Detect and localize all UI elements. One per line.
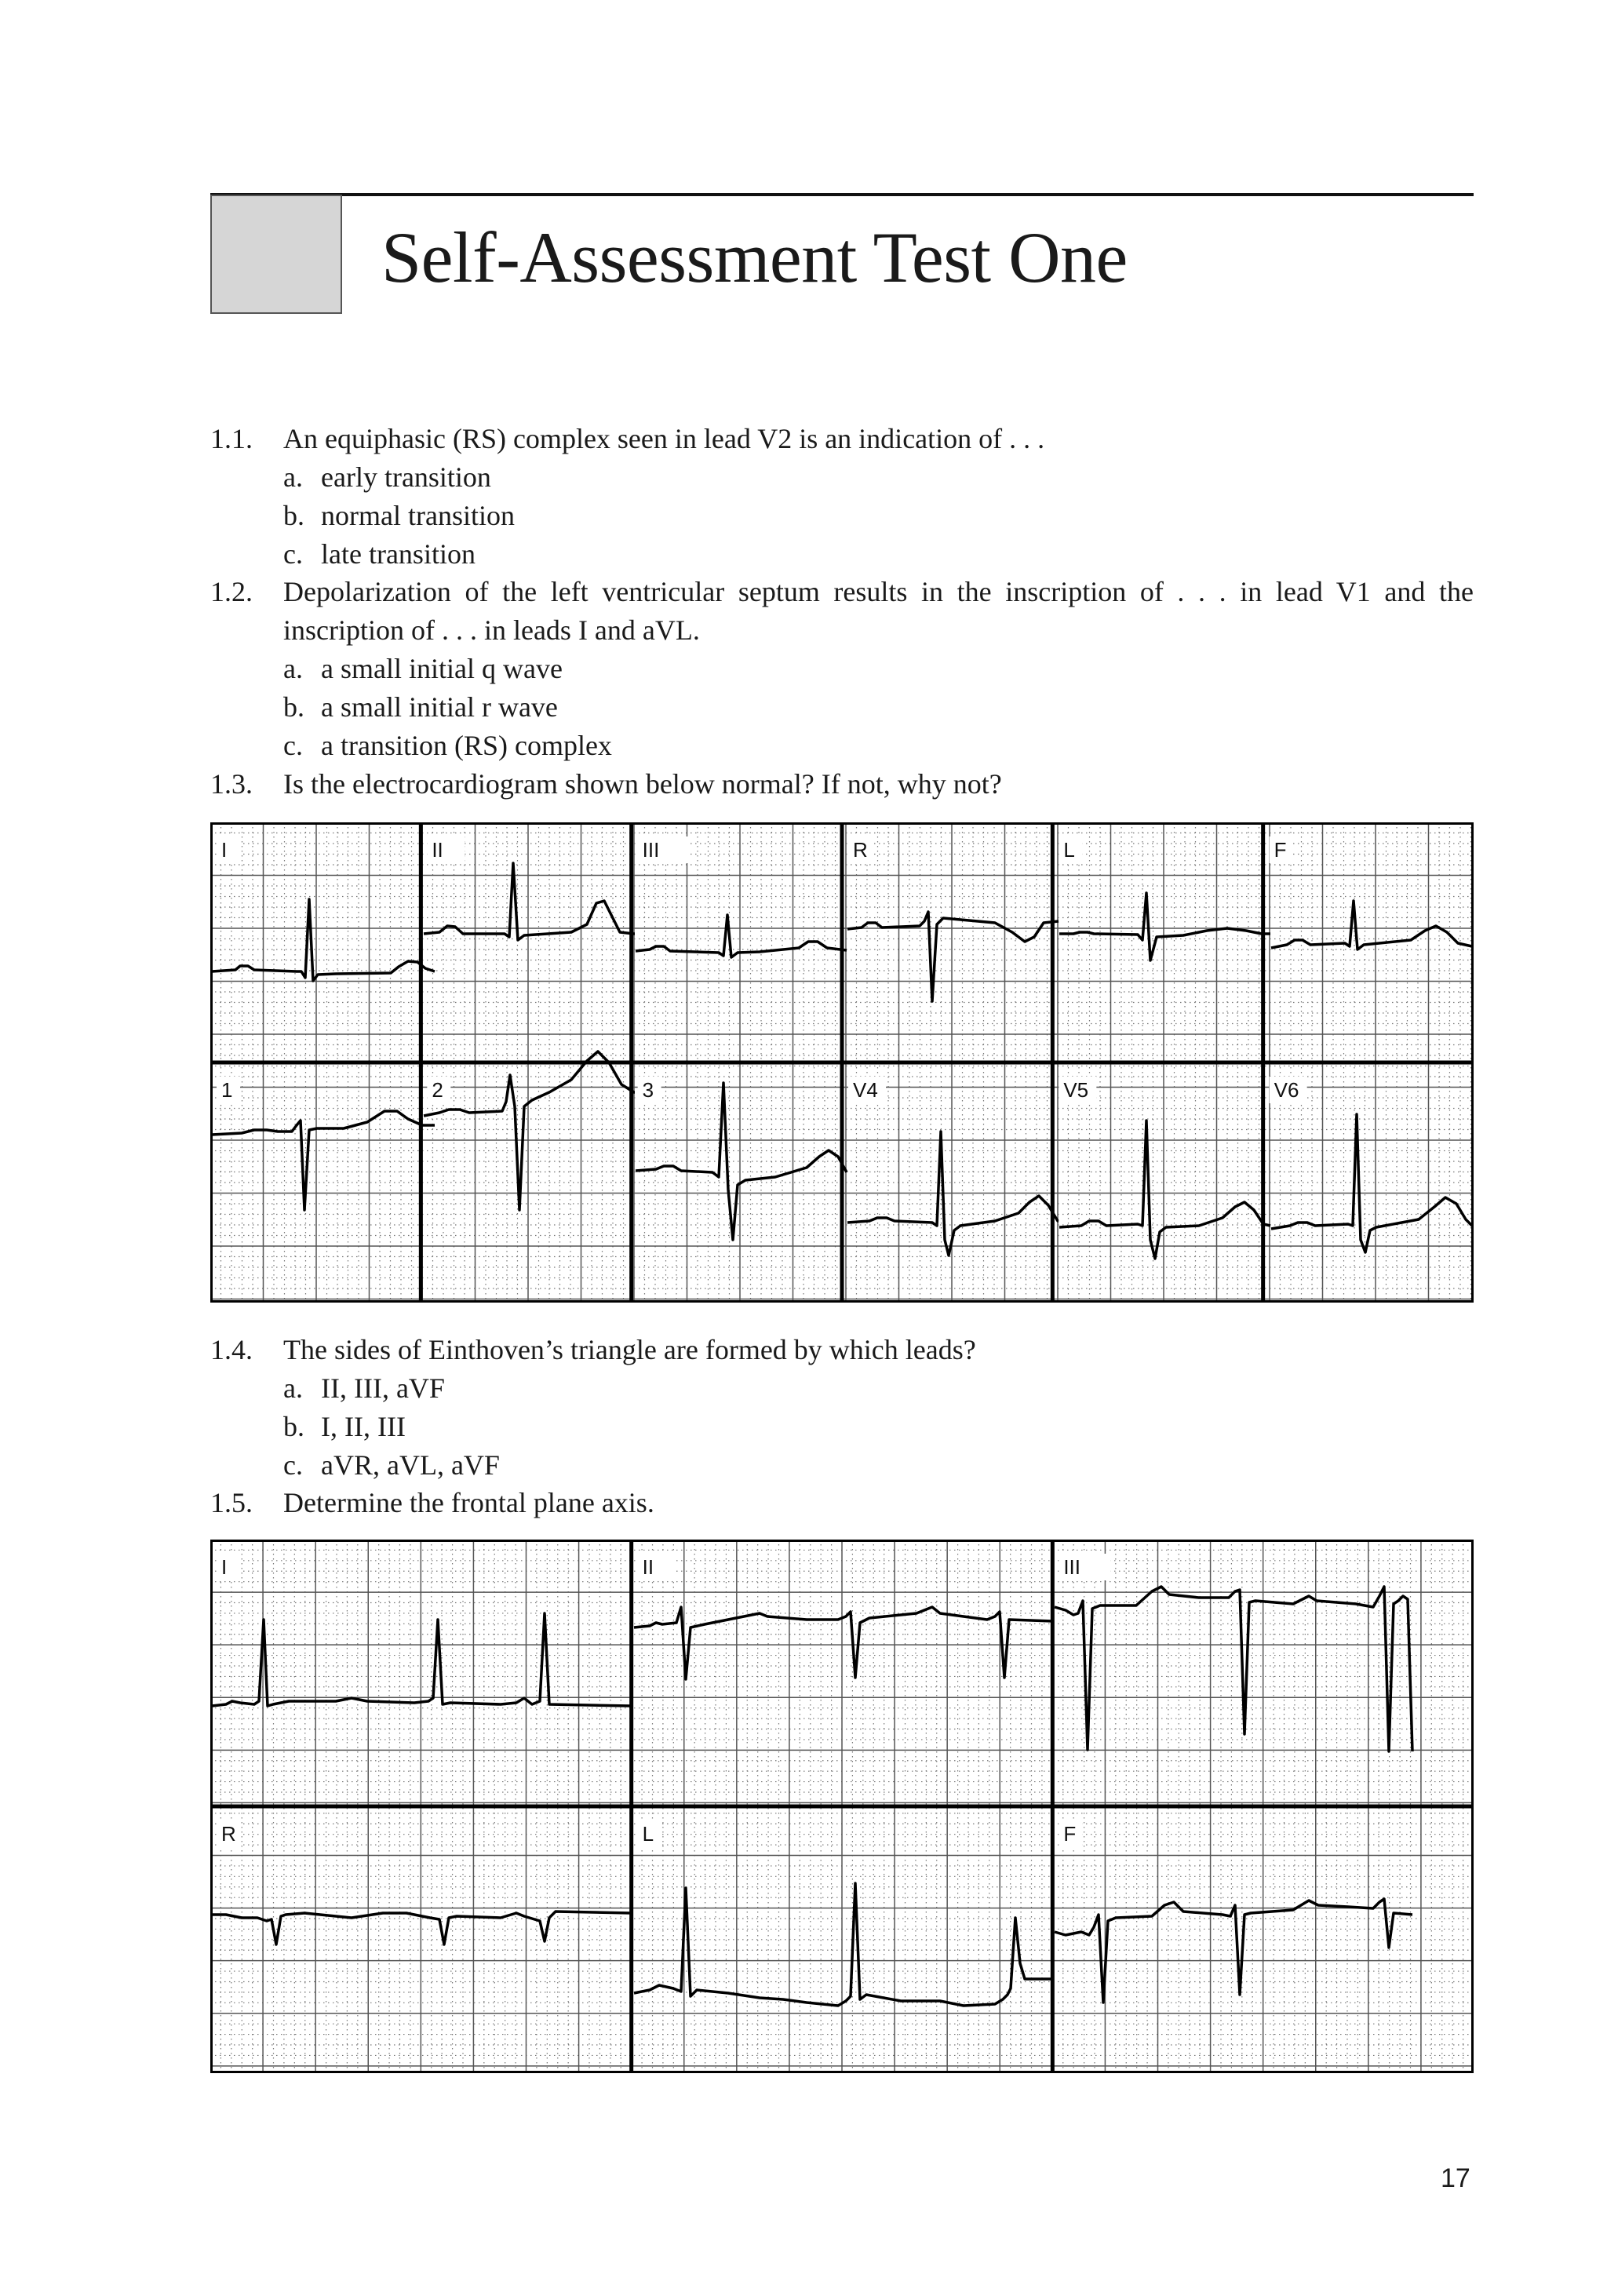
question-text-line-2: inscription of . . . in leads I and aVL. [283, 614, 700, 646]
option-letter: c. [283, 1449, 303, 1481]
option-letter: b. [283, 500, 304, 531]
option-text: a transition (RS) complex [321, 730, 612, 761]
lead-label: II [642, 1555, 654, 1579]
lead-label: 2 [432, 1078, 443, 1102]
trace-lead-II [634, 1607, 1053, 1679]
question-text-line-1: Depolarization of the left ventricular septum results in the inscription of . . . in lead V1 and the [283, 576, 1474, 607]
trace-lead-aVL [634, 1883, 1053, 2006]
lead-label: I [221, 838, 228, 862]
ecg-twelve-lead-tracing [210, 822, 1474, 1303]
lead-label: R [853, 838, 868, 862]
option-text: normal transition [321, 500, 515, 531]
option-letter: b. [283, 691, 304, 723]
option-text: a small initial r wave [321, 691, 558, 723]
chapter-marker-box [210, 195, 342, 314]
option-letter: c. [283, 538, 303, 570]
option-text: I, II, III [321, 1411, 406, 1442]
trace-lead-V6 [1271, 1114, 1472, 1252]
option-letter: a. [283, 653, 303, 684]
option-letter: b. [283, 1411, 304, 1442]
lead-label: V5 [1063, 1078, 1089, 1102]
trace-lead-V2 [424, 1051, 635, 1210]
question-text: An equiphasic (RS) complex seen in lead V2 is an indication of . . . [283, 423, 1045, 454]
ecg-grid [210, 822, 1474, 1303]
question-number: 1.2. [210, 576, 253, 607]
question-text: The sides of Einthoven’s triangle are formed by which leads? [283, 1334, 976, 1365]
question-number: 1.5. [210, 1487, 253, 1518]
lead-label: L [642, 1822, 654, 1846]
trace-lead-III [636, 915, 847, 957]
option-text: a small initial q wave [321, 653, 563, 684]
question-number: 1.4. [210, 1334, 253, 1365]
ecg-limb-lead-tracing [210, 1540, 1474, 2073]
lead-label: III [1063, 1555, 1081, 1579]
option-text: early transition [321, 461, 491, 493]
question-text: Is the electrocardiogram shown below normal? If not, why not? [283, 768, 1002, 800]
header-rule [210, 193, 1474, 196]
lead-label: II [432, 838, 443, 862]
page-number: 17 [1441, 2163, 1470, 2193]
lead-label: I [221, 1555, 228, 1579]
page-title: Self-Assessment Test One [381, 217, 1128, 297]
lead-label: V4 [853, 1078, 878, 1102]
option-letter: a. [283, 1372, 303, 1404]
option-letter: c. [283, 730, 303, 761]
option-text: late transition [321, 538, 476, 570]
ecg-traces [212, 1587, 1412, 2006]
lead-label: 3 [642, 1078, 654, 1102]
question-number: 1.1. [210, 423, 253, 454]
trace-lead-aVR [847, 912, 1059, 1001]
lead-label: V6 [1274, 1078, 1299, 1102]
lead-label: R [221, 1822, 236, 1846]
lead-label: 1 [221, 1078, 233, 1102]
trace-lead-aVF [1055, 1899, 1412, 2003]
lead-label-background [217, 1554, 240, 1580]
lead-label-background [217, 836, 240, 863]
lead-label: F [1274, 838, 1287, 862]
lead-label: III [642, 838, 660, 862]
lead-label: F [1063, 1822, 1077, 1846]
trace-lead-aVL [1059, 893, 1270, 960]
option-text: aVR, aVL, aVF [321, 1449, 500, 1481]
trace-lead-III [1055, 1587, 1412, 1751]
trace-lead-V5 [1059, 1121, 1270, 1259]
ecg-grid [210, 1540, 1474, 2073]
question-text: Determine the frontal plane axis. [283, 1487, 654, 1518]
lead-label: L [1063, 838, 1075, 862]
option-letter: a. [283, 461, 303, 493]
question-number: 1.3. [210, 768, 253, 800]
option-text: II, III, aVF [321, 1372, 445, 1404]
